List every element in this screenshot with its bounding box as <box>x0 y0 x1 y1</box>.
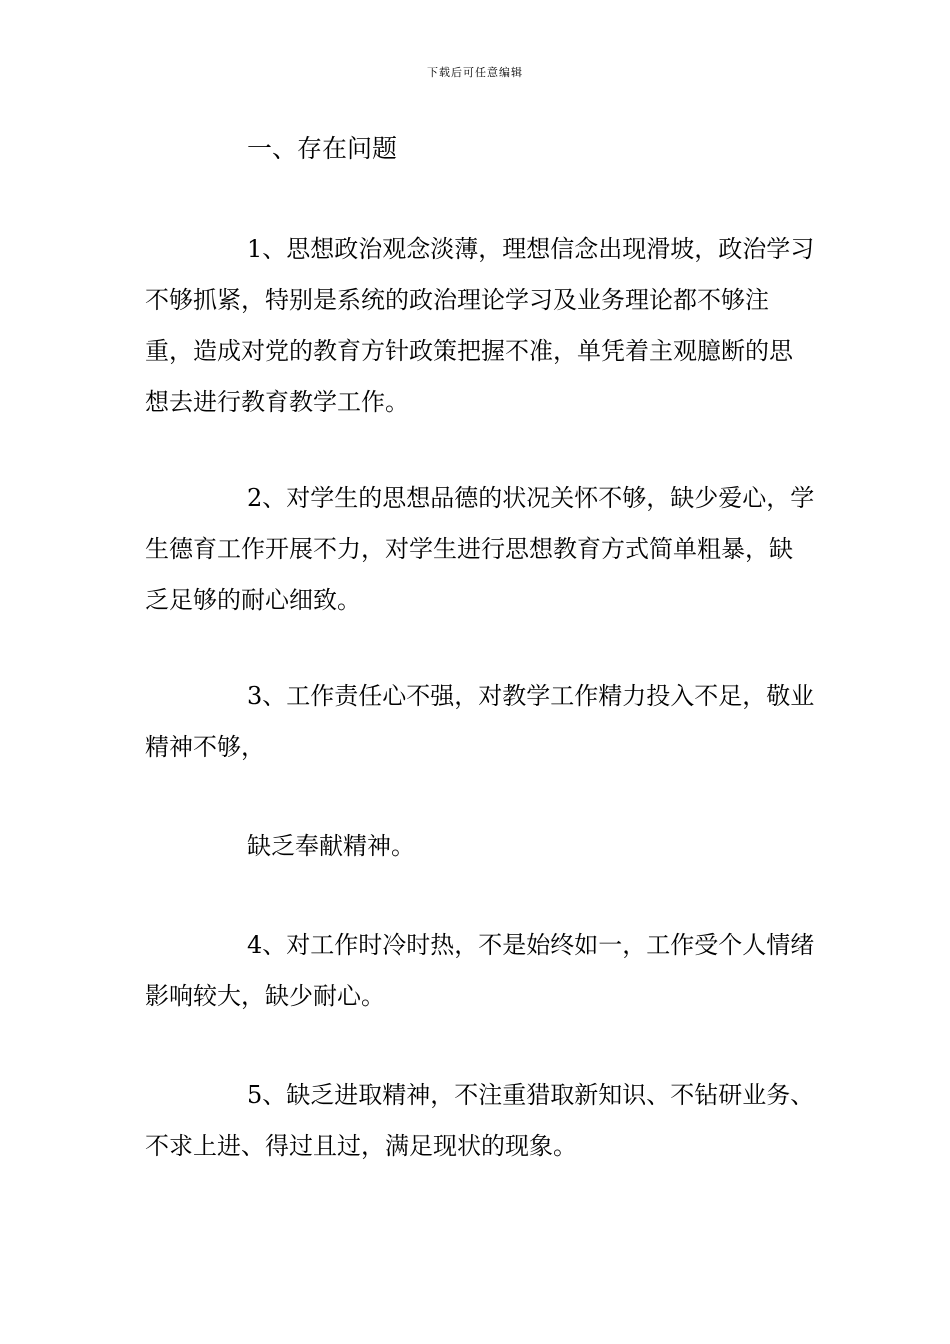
paragraph-4: 4、对工作时冷时热，不是始终如一，工作受个人情绪影响较大，缺少耐心。 <box>145 931 815 1010</box>
paragraph-1: 1、思想政治观念淡薄，理想信念出现滑坡，政治学习不够抓紧，特别是系统的政治理论学习及业务理论都不够注重，造成对党的教育方针政策把握不准，单凭着主观臆断的思想去进行教育教学工作。 <box>145 235 815 416</box>
page-header-note: 下载后可任意编辑 <box>427 66 523 79</box>
paragraph-2: 2、对学生的思想品德的状况关怀不够，缺少爱心，学生德育工作开展不力，对学生进行思想教育方式简单粗暴，缺乏足够的耐心细致。 <box>145 484 815 614</box>
paragraph-3-continued: 缺乏奉献精神。 <box>247 832 415 860</box>
paragraph-5: 5、缺乏进取精神，不注重猎取新知识、不钻研业务、不求上进、得过且过，满足现状的现象。 <box>145 1081 815 1160</box>
section-title: 一、存在问题 <box>247 134 398 163</box>
paragraph-3: 3、工作责任心不强，对教学工作精力投入不足，敬业精神不够， <box>145 682 815 761</box>
